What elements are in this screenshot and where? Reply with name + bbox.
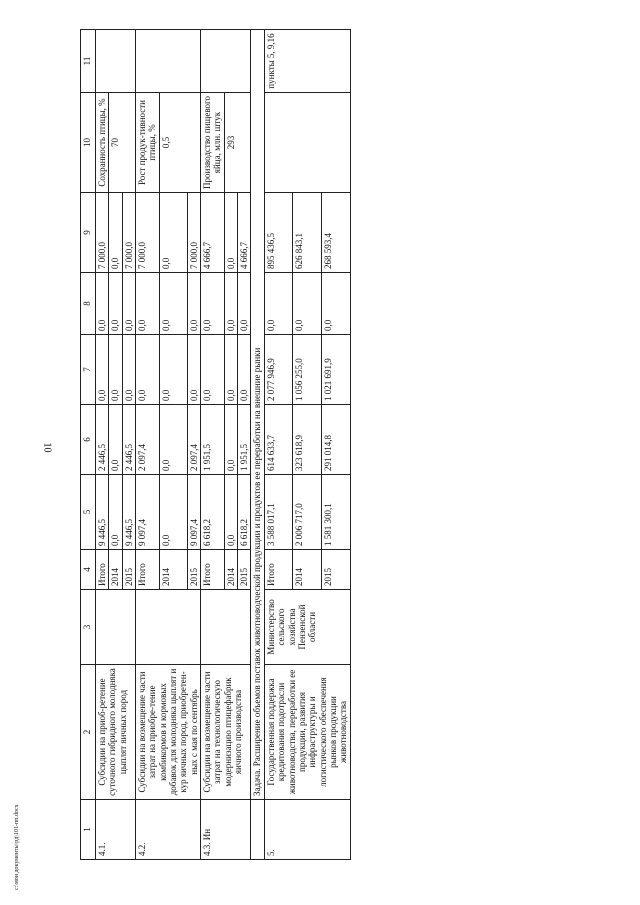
col-header: 10 <box>81 93 96 193</box>
row-value: 0,0 <box>201 273 225 335</box>
row-reference: пункты 5, 9,16 <box>264 30 350 93</box>
row-indicator: Рост продук-тивности птицы, % <box>136 93 160 193</box>
row-value: 2 446,5 <box>122 405 135 475</box>
row-value: 0,0 <box>224 335 237 405</box>
table-row <box>136 30 160 860</box>
col-header: 3 <box>81 590 96 665</box>
col-header: 11 <box>81 30 96 93</box>
row-number: 5. <box>264 800 350 860</box>
row-number: 4.2. <box>136 800 201 860</box>
row-value: 9 446,5 <box>96 475 109 550</box>
row-target: 70 <box>109 93 136 193</box>
row-year: 2014 <box>293 550 322 590</box>
row-year: 2015 <box>238 550 251 590</box>
row-year: 2015 <box>321 550 350 590</box>
col-header: 2 <box>81 665 96 800</box>
row-number: 4.1. <box>96 800 136 860</box>
row-value: 895 436,5 <box>264 193 293 273</box>
row-value: 0,0 <box>293 273 322 335</box>
row-value: 1 021 691,9 <box>321 335 350 405</box>
row-year: Итого <box>201 550 225 590</box>
row-number: 4.3. Ин <box>201 800 251 860</box>
row-value: 0,0 <box>109 475 122 550</box>
row-value: 0,0 <box>159 335 187 405</box>
row-value: 268 593,4 <box>321 193 350 273</box>
row-value: 614 633,7 <box>264 405 293 475</box>
row-value: 7 000,0 <box>187 193 200 273</box>
task-empty <box>251 800 264 860</box>
row-year: 2014 <box>224 550 237 590</box>
row-value: 626 843,1 <box>293 193 322 273</box>
row-value: 0,0 <box>122 273 135 335</box>
row-value: 0,0 <box>136 335 160 405</box>
row-value: 0,0 <box>122 335 135 405</box>
row-value: 0,0 <box>109 193 122 273</box>
row-value: 1 581 300,1 <box>321 475 350 550</box>
row-name: Субсидии на приоб-ретение суточного гибридного молодняка цыплят яичных пород <box>96 665 136 800</box>
row-year: 2014 <box>159 550 187 590</box>
row-indicator: Сохранность птицы, % <box>96 93 109 193</box>
row-value: 1 951,5 <box>201 405 225 475</box>
row-value: 1 951,5 <box>238 405 251 475</box>
col-header: 9 <box>81 193 96 273</box>
row-value: 291 014,8 <box>321 405 350 475</box>
row-executor: Министерство сельского хозяйства Пензенской области <box>264 590 350 665</box>
row-value: 2 097,4 <box>136 405 160 475</box>
row-value: 0,0 <box>109 273 122 335</box>
row-value: 4 666,7 <box>238 193 251 273</box>
row-value: 9 097,4 <box>136 475 160 550</box>
table-row <box>264 30 293 860</box>
row-value: 0,0 <box>224 475 237 550</box>
program-table <box>80 29 351 860</box>
row-value: 0,0 <box>96 335 109 405</box>
row-value: 0,0 <box>224 273 237 335</box>
row-value: 3 588 017,1 <box>264 475 293 550</box>
col-header: 4 <box>81 550 96 590</box>
row-value: 7 000,0 <box>122 193 135 273</box>
program-table-sheet <box>80 30 615 860</box>
row-value: 0,0 <box>159 405 187 475</box>
row-target: 0,5 <box>159 93 200 193</box>
row-value: 0,0 <box>201 335 225 405</box>
row-value: 0,0 <box>187 335 200 405</box>
row-value: 0,0 <box>96 273 109 335</box>
row-year: 2014 <box>109 550 122 590</box>
row-value: 6 618,2 <box>201 475 225 550</box>
column-number-row <box>81 30 96 860</box>
row-value: 0,0 <box>159 475 187 550</box>
row-year: 2015 <box>122 550 135 590</box>
row-year: Итого <box>264 550 293 590</box>
row-executor <box>96 590 136 665</box>
row-value: 0,0 <box>187 273 200 335</box>
row-indicator <box>264 93 350 193</box>
row-value: 0,0 <box>136 273 160 335</box>
col-header: 6 <box>81 405 96 475</box>
row-value: 0,0 <box>109 335 122 405</box>
col-header: 8 <box>81 273 96 335</box>
task-text: Задача. Расширение объемов поставок животноводческой продукции и продуктов ее переработки на внешние рынки <box>251 30 264 800</box>
row-name: Государственная поддержка кредитования подотрасли животноводства, переработки ее продукции, развития инфраструктуры и логистического обеспечения рынков продукции животноводства <box>264 665 350 800</box>
row-value: 0,0 <box>321 273 350 335</box>
row-year: 2015 <box>187 550 200 590</box>
row-value: 9 446,5 <box>122 475 135 550</box>
row-value: 6 618,2 <box>238 475 251 550</box>
row-name: Субсидии на возмещение части затрат на технологическую модернизацию птицефабрик яичного производства <box>201 665 251 800</box>
footer-path: c:\мои документы\рд\101-пп.docx <box>14 804 20 890</box>
row-target: 293 <box>224 93 251 193</box>
col-header: 7 <box>81 335 96 405</box>
row-executor <box>136 590 201 665</box>
row-name: Субсидии на возмещение части затрат на приобре-тение комбикормов и кормовых добавок для молодняка цыплят и кур яичных пород, приобретен-ных с мая по сентябрь <box>136 665 201 800</box>
table-row <box>201 30 225 860</box>
col-header: 5 <box>81 475 96 550</box>
row-value: 2 446,5 <box>96 405 109 475</box>
col-header: 1 <box>81 800 96 860</box>
row-value: 9 097,4 <box>187 475 200 550</box>
row-value: 0,0 <box>109 405 122 475</box>
page-number: 10 <box>41 442 53 453</box>
row-value: 323 618,9 <box>293 405 322 475</box>
row-indicator: Производство пищевого яйца, млн. штук <box>201 93 225 193</box>
row-value: 0,0 <box>238 335 251 405</box>
row-reference <box>96 30 136 93</box>
row-year: Итого <box>136 550 160 590</box>
row-value: 4 666,7 <box>201 193 225 273</box>
row-value: 0,0 <box>224 405 237 475</box>
row-value: 2 006 717,0 <box>293 475 322 550</box>
row-value: 0,0 <box>264 273 293 335</box>
row-value: 0,0 <box>159 193 187 273</box>
row-executor <box>201 590 251 665</box>
row-reference <box>136 30 201 93</box>
table-row <box>96 30 109 860</box>
row-year: Итого <box>96 550 109 590</box>
row-value: 2 077 946,9 <box>264 335 293 405</box>
row-value: 2 097,4 <box>187 405 200 475</box>
row-value: 1 056 255,0 <box>293 335 322 405</box>
row-value: 0,0 <box>238 273 251 335</box>
row-value: 0,0 <box>159 273 187 335</box>
task-row <box>251 30 264 860</box>
row-value: 0,0 <box>224 193 237 273</box>
row-reference <box>201 30 251 93</box>
row-value: 7 000,0 <box>136 193 160 273</box>
row-value: 7 000,0 <box>96 193 109 273</box>
